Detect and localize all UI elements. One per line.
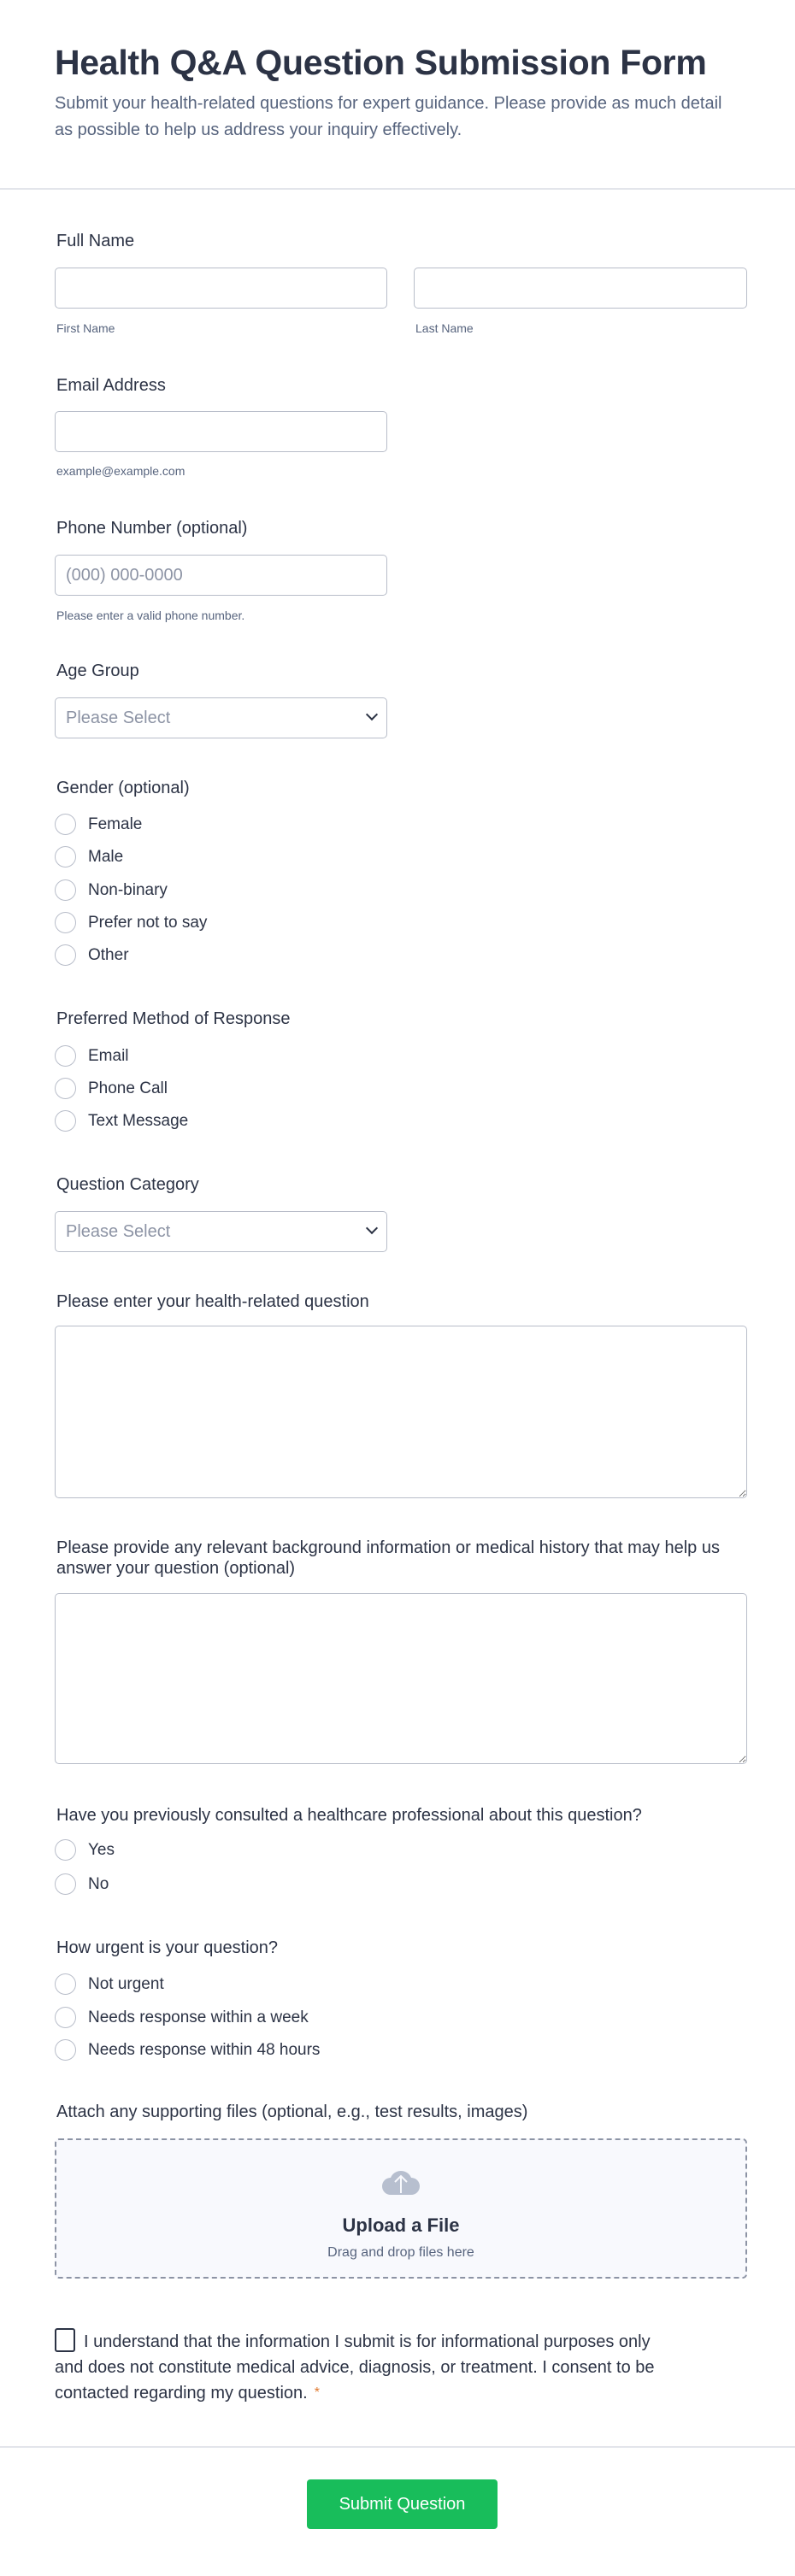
- radio-label: Phone Call: [88, 1079, 168, 1097]
- radio-consulted-no[interactable]: [55, 1873, 109, 1895]
- radio-label: Needs response within 48 hours: [88, 2040, 321, 2059]
- upload-label: Attach any supporting files (optional, e.g., test results, images): [56, 2103, 528, 2121]
- radio-gender-other[interactable]: [55, 944, 129, 966]
- radio-label: Text Message: [88, 1111, 189, 1130]
- radio-label: Yes: [88, 1840, 115, 1859]
- phone-input[interactable]: [55, 555, 387, 596]
- consulted-label: Have you previously consulted a healthcare professional about this question?: [56, 1806, 642, 1825]
- radio-response-phone[interactable]: [55, 1078, 168, 1099]
- radio-circle-icon: [55, 1839, 76, 1861]
- question-label: Please enter your health-related question: [56, 1292, 369, 1311]
- radio-gender-female[interactable]: [55, 814, 142, 835]
- phone-sublabel: Please enter a valid phone number.: [56, 609, 245, 622]
- first-name-input[interactable]: [55, 268, 387, 309]
- category-select-value: Please Select: [66, 1222, 171, 1241]
- chevron-down-icon: [366, 1222, 378, 1234]
- age-select-value: Please Select: [66, 709, 171, 727]
- radio-circle-icon: [55, 814, 76, 835]
- last-name-input[interactable]: [414, 268, 747, 309]
- upload-hint: Drag and drop files here: [327, 2245, 474, 2260]
- last-name-sublabel: Last Name: [415, 321, 474, 335]
- radio-circle-icon: [55, 846, 76, 867]
- question-textarea[interactable]: [55, 1326, 747, 1498]
- radio-gender-male[interactable]: [55, 846, 123, 867]
- radio-circle-icon: [55, 1873, 76, 1895]
- radio-label: Male: [88, 847, 124, 866]
- radio-label: Needs response within a week: [88, 2008, 309, 2026]
- first-name-sublabel: First Name: [56, 321, 115, 335]
- radio-label: Non-binary: [88, 880, 168, 899]
- age-select[interactable]: [55, 697, 387, 738]
- radio-circle-icon: [55, 1045, 76, 1067]
- category-select[interactable]: [55, 1211, 387, 1252]
- radio-circle-icon: [55, 1110, 76, 1132]
- page-title: Health Q&A Question Submission Form: [55, 43, 707, 82]
- page-description: Submit your health-related questions for expert guidance. Please provide as much detail as possible to help us address your inquiry effectively.: [55, 94, 722, 139]
- radio-circle-icon: [55, 912, 76, 933]
- consent-checkbox-field: [55, 2328, 670, 2406]
- full-name-label: Full Name: [56, 232, 135, 250]
- file-upload-dropzone[interactable]: [55, 2138, 747, 2279]
- radio-circle-icon: [55, 1973, 76, 1995]
- radio-circle-icon: [55, 944, 76, 966]
- consent-text: I understand that the information I submit is for informational purposes only and does not constitute medical advice, diagnosis, or treatment. I consent to be contacted regarding my question.: [55, 2332, 655, 2403]
- category-label: Question Category: [56, 1175, 199, 1194]
- radio-label: No: [88, 1874, 109, 1893]
- background-label: Please provide any relevant background information or medical history that may help us answer your question (optional): [56, 1538, 720, 1578]
- upload-title: Upload a File: [342, 2214, 460, 2236]
- radio-label: Email: [88, 1046, 129, 1065]
- phone-label: Phone Number (optional): [56, 519, 248, 538]
- radio-gender-prefer-not[interactable]: [55, 912, 207, 933]
- gender-label: Gender (optional): [56, 779, 190, 797]
- age-label: Age Group: [56, 662, 139, 680]
- background-textarea[interactable]: [55, 1593, 747, 1764]
- radio-circle-icon: [55, 2007, 76, 2028]
- urgency-label: How urgent is your question?: [56, 1938, 279, 1957]
- radio-consulted-yes[interactable]: [55, 1839, 115, 1861]
- radio-urgency-week[interactable]: [55, 2007, 309, 2028]
- email-sublabel: example@example.com: [56, 464, 186, 478]
- radio-label: Other: [88, 945, 129, 964]
- radio-urgency-not-urgent[interactable]: [55, 1973, 164, 1995]
- radio-circle-icon: [55, 879, 76, 901]
- radio-urgency-48h[interactable]: [55, 2039, 320, 2061]
- radio-label: Not urgent: [88, 1974, 164, 1993]
- consent-checkbox[interactable]: [55, 2328, 75, 2352]
- email-input[interactable]: [55, 411, 387, 452]
- response-method-label: Preferred Method of Response: [56, 1009, 291, 1028]
- cloud-upload-icon: [380, 2166, 421, 2197]
- radio-gender-nonbinary[interactable]: [55, 879, 168, 901]
- radio-circle-icon: [55, 2039, 76, 2061]
- radio-label: Female: [88, 815, 143, 833]
- radio-response-email[interactable]: [55, 1045, 129, 1067]
- divider: [0, 2446, 795, 2448]
- radio-label: Prefer not to say: [88, 913, 208, 932]
- submit-button[interactable]: Submit Question: [307, 2479, 498, 2529]
- divider: [0, 188, 795, 190]
- chevron-down-icon: [366, 709, 378, 720]
- email-label: Email Address: [56, 376, 166, 395]
- required-asterisk: *: [314, 2385, 320, 2400]
- radio-response-text[interactable]: [55, 1110, 188, 1132]
- radio-circle-icon: [55, 1078, 76, 1099]
